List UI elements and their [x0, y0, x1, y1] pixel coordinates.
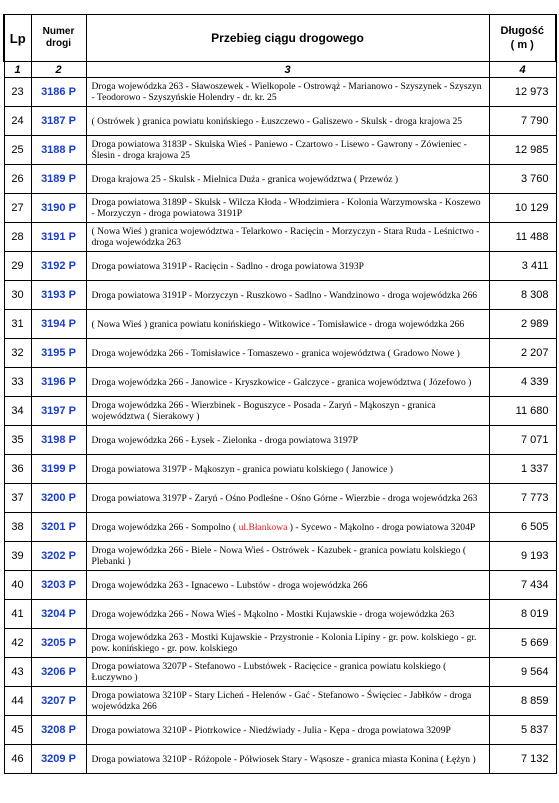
- row-route: Droga powiatowa 3183P - Skulska Wieś - Paniewo - Czartowo - Lisewo - Gawrony - Zówieniec - Ślesin - droga krajowa 25: [86, 136, 489, 165]
- table-row: [4, 745, 556, 774]
- row-lp: 45: [4, 716, 31, 745]
- table-row: [4, 426, 556, 455]
- row-length: 8 859: [489, 687, 556, 716]
- header-length-line1: Długość: [500, 25, 544, 37]
- row-road-number: 3208 P: [31, 716, 86, 745]
- row-road-number: 3189 P: [31, 165, 86, 194]
- row-route: ( Nowa Wieś ) granica powiatu konińskiego - Witkowice - Tomisławice - droga wojewódzka 266: [86, 310, 489, 339]
- row-route: Droga powiatowa 3210P - Stary Licheń - Helenów - Gać - Stefanowo - Święciec - Jabłków - droga wojewódzka 266: [86, 687, 489, 716]
- table-row: [4, 513, 556, 542]
- table-row: [4, 484, 556, 513]
- row-road-number: 3195 P: [31, 339, 86, 368]
- row-lp: 43: [4, 658, 31, 687]
- row-route: Droga powiatowa 3191P - Racięcin - Sadlno - droga powiatowa 3193P: [86, 252, 489, 281]
- column-index-2: 2: [31, 62, 86, 78]
- table-row: [4, 368, 556, 397]
- row-route: Droga powiatowa 3207P - Stefanowo - Lubstówek - Racięcice - granica powiatu kolskiego ( Łuczywno ): [86, 658, 489, 687]
- row-lp: 40: [4, 571, 31, 600]
- header-length: [489, 15, 556, 62]
- row-length: 8 019: [489, 600, 556, 629]
- row-road-number: 3205 P: [31, 629, 86, 658]
- header-length-line2: ( m ): [510, 39, 534, 51]
- row-lp: 39: [4, 542, 31, 571]
- row-lp: 44: [4, 687, 31, 716]
- row-road-number: 3187 P: [31, 107, 86, 136]
- row-length: 7 434: [489, 571, 556, 600]
- row-route: Droga wojewódzka 263 - Mostki Kujawskie - Przystronie - Kolonia Lipiny - gr. pow. kolskiego - gr. pow. konińskiego - gr. pow. kolskiego: [86, 629, 489, 658]
- table-row: [4, 571, 556, 600]
- row-lp: 25: [4, 136, 31, 165]
- row-route: ( Ostrówek ) granica powiatu konińskiego - Łuszczewo - Galiszewo - Skulsk - droga krajowa 25: [86, 107, 489, 136]
- row-lp: 30: [4, 281, 31, 310]
- row-route: [86, 513, 489, 542]
- row-road-number: 3192 P: [31, 252, 86, 281]
- row-lp: 36: [4, 455, 31, 484]
- row-lp: 38: [4, 513, 31, 542]
- column-index-4: 4: [489, 62, 556, 78]
- row-road-number: 3198 P: [31, 426, 86, 455]
- row-length: 2 207: [489, 339, 556, 368]
- row-length: 5 837: [489, 716, 556, 745]
- row-road-number: 3202 P: [31, 542, 86, 571]
- row-road-number: 3199 P: [31, 455, 86, 484]
- row-lp: 29: [4, 252, 31, 281]
- table-body: [4, 78, 556, 774]
- row-length: 7 071: [489, 426, 556, 455]
- row-road-number: 3188 P: [31, 136, 86, 165]
- row-length: 6 505: [489, 513, 556, 542]
- header-road-number-line1: Numer: [42, 26, 75, 37]
- table-row: [4, 339, 556, 368]
- row-length: 12 973: [489, 78, 556, 107]
- row-route: Droga wojewódzka 266 - Nowa Wieś - Mąkolno - Mostki Kujawskie - droga wojewódzka 263: [86, 600, 489, 629]
- table-header-row: [4, 15, 556, 62]
- row-length: 4 339: [489, 368, 556, 397]
- table-row: [4, 687, 556, 716]
- row-length: 9 193: [489, 542, 556, 571]
- table-row: [4, 252, 556, 281]
- table-row: [4, 716, 556, 745]
- header-road-number: [31, 15, 86, 62]
- row-length: 11 488: [489, 223, 556, 252]
- row-length: 7 773: [489, 484, 556, 513]
- table-row: [4, 281, 556, 310]
- row-length: 12 985: [489, 136, 556, 165]
- row-lp: 42: [4, 629, 31, 658]
- row-length: 3 760: [489, 165, 556, 194]
- row-lp: 24: [4, 107, 31, 136]
- row-length: 5 669: [489, 629, 556, 658]
- row-road-number: 3201 P: [31, 513, 86, 542]
- row-route: Droga powiatowa 3191P - Morzyczyn - Ruszkowo - Sadlno - Wandzinowo - droga wojewódzka 266: [86, 281, 489, 310]
- header-road-number-line2: drogi: [46, 38, 71, 49]
- column-index-row: [4, 62, 556, 78]
- row-road-number: 3200 P: [31, 484, 86, 513]
- row-route: Droga wojewódzka 266 - Biele - Nowa Wieś - Ostrówek - Kazubek - granica powiatu kolskiego ( Plebanki ): [86, 542, 489, 571]
- row-length: 9 564: [489, 658, 556, 687]
- table-row: [4, 136, 556, 165]
- table-row: [4, 310, 556, 339]
- row-road-number: 3204 P: [31, 600, 86, 629]
- row-length: 3 411: [489, 252, 556, 281]
- row-road-number: 3194 P: [31, 310, 86, 339]
- table-row: [4, 223, 556, 252]
- row-road-number: 3191 P: [31, 223, 86, 252]
- row-road-number: 3209 P: [31, 745, 86, 774]
- row-lp: 32: [4, 339, 31, 368]
- row-length: 7 790: [489, 107, 556, 136]
- row-lp: 41: [4, 600, 31, 629]
- row-route: Droga powiatowa 3189P - Skulsk - Wilcza Kłoda - Włodzimiera - Kolonia Warzymowska - Koszewo - Morzyczyn - droga powiatowa 3191P: [86, 194, 489, 223]
- row-route: Droga krajowa 25 - Skulsk - Mielnica Duża - granica województwa ( Przewóz ): [86, 165, 489, 194]
- table-row: [4, 455, 556, 484]
- row-route: Droga wojewódzka 263 - Sławoszewek - Wielkopole - Ostrowąż - Marianowo - Szyszynek - Szyszyn - Teodorowo - Szyszyńskie Holendry - dr. kr. 25: [86, 78, 489, 107]
- row-route: Droga powiatowa 3210P - Piotrkowice - Niedźwiady - Julia - Kępa - droga powiatowa 3209P: [86, 716, 489, 745]
- row-road-number: 3193 P: [31, 281, 86, 310]
- row-road-number: 3203 P: [31, 571, 86, 600]
- row-lp: 37: [4, 484, 31, 513]
- table-row: [4, 397, 556, 426]
- row-route: Droga wojewódzka 266 - Janowice - Kryszkowice - Galczyce - granica województwa ( Józefowo ): [86, 368, 489, 397]
- row-road-number: 3207 P: [31, 687, 86, 716]
- row-length: 7 132: [489, 745, 556, 774]
- row-road-number: 3206 P: [31, 658, 86, 687]
- table-row: [4, 658, 556, 687]
- row-route: Droga wojewódzka 266 - Wierzbinek - Boguszyce - Posada - Zaryń - Mąkoszyn - granica województwa ( Sierakowy ): [86, 397, 489, 426]
- row-route: Droga wojewódzka 263 - Ignacewo - Lubstów - droga wojewódzka 266: [86, 571, 489, 600]
- row-length: 11 680: [489, 397, 556, 426]
- row-length: 2 989: [489, 310, 556, 339]
- table-row: [4, 165, 556, 194]
- row-road-number: 3197 P: [31, 397, 86, 426]
- row-route-highlight: ul.Błankowa: [238, 521, 288, 533]
- header-lp: Lp: [4, 15, 31, 62]
- row-lp: 35: [4, 426, 31, 455]
- row-lp: 46: [4, 745, 31, 774]
- row-route: ( Nowa Wieś ) granica województwa - Telarkowo - Racięcin - Morzyczyn - Stara Ruda - Leśnictwo - droga wojewódzka 263: [86, 223, 489, 252]
- row-road-number: 3190 P: [31, 194, 86, 223]
- row-lp: 23: [4, 78, 31, 107]
- table-row: [4, 107, 556, 136]
- row-route: Droga wojewódzka 266 - Łysek - Zielonka - droga powiatowa 3197P: [86, 426, 489, 455]
- table-row: [4, 542, 556, 571]
- row-route: Droga powiatowa 3197P - Zaryń - Ośno Podleśne - Ośno Górne - Wierzbie - droga wojewódzka 263: [86, 484, 489, 513]
- row-length: 1 337: [489, 455, 556, 484]
- row-length: 10 129: [489, 194, 556, 223]
- row-route: Droga powiatowa 3197P - Mąkoszyn - granica powiatu kolskiego ( Janowice ): [86, 455, 489, 484]
- row-route: Droga wojewódzka 266 - Tomisławice - Tomaszewo - granica województwa ( Gradowo Nowe ): [86, 339, 489, 368]
- row-lp: 34: [4, 397, 31, 426]
- column-index-1: 1: [4, 62, 31, 78]
- row-route: Droga powiatowa 3210P - Różopole - Półwiosek Stary - Wąsosze - granica miasta Konina ( Łężyn ): [86, 745, 489, 774]
- table-row: [4, 600, 556, 629]
- table-row: [4, 78, 556, 107]
- row-route-before: Droga wojewódzka 266 - Sompolno (: [91, 521, 237, 533]
- row-route-after: ) - Sycewo - Mąkolno - droga powiatowa 3204P: [289, 521, 476, 533]
- row-length: 8 308: [489, 281, 556, 310]
- row-road-number: 3186 P: [31, 78, 86, 107]
- table-row: [4, 194, 556, 223]
- row-lp: 33: [4, 368, 31, 397]
- row-lp: 28: [4, 223, 31, 252]
- row-lp: 26: [4, 165, 31, 194]
- header-route: Przebieg ciągu drogowego: [86, 15, 489, 62]
- row-lp: 27: [4, 194, 31, 223]
- row-road-number: 3196 P: [31, 368, 86, 397]
- row-lp: 31: [4, 310, 31, 339]
- table-row: [4, 629, 556, 658]
- roads-table: [3, 14, 557, 774]
- column-index-3: 3: [86, 62, 489, 78]
